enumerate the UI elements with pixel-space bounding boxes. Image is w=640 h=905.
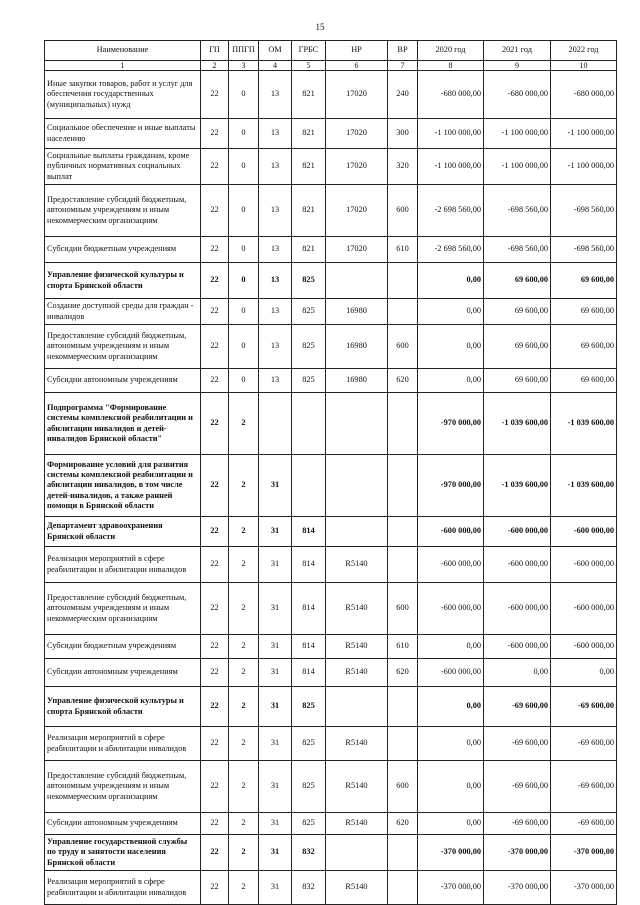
cell-2021: 69 600,00: [484, 263, 551, 299]
cell-2021: -1 100 000,00: [484, 149, 551, 185]
cell-vr: [388, 393, 418, 455]
cell-2022: -698 560,00: [551, 185, 617, 237]
column-number: 4: [259, 61, 292, 71]
cell-nr: [326, 263, 388, 299]
table-row: [45, 263, 617, 299]
header-nr: НР: [326, 41, 388, 61]
cell-grbs: 821: [292, 119, 326, 149]
header-vr: ВР: [388, 41, 418, 61]
cell-ppgp: 0: [229, 149, 259, 185]
cell-vr: [388, 687, 418, 727]
cell-grbs: 821: [292, 149, 326, 185]
cell-nr: R5140: [326, 761, 388, 813]
cell-om: 31: [259, 583, 292, 635]
cell-grbs: 825: [292, 325, 326, 369]
cell-gp: 22: [201, 237, 229, 263]
cell-ppgp: 2: [229, 727, 259, 761]
cell-name: Подпрограмма "Формирование системы комплексной реабилитации и абилитации инвалидов и детей-инвалидов Брянской области": [45, 393, 201, 455]
cell-om: 31: [259, 635, 292, 659]
table-row: [45, 119, 617, 149]
cell-om: 13: [259, 149, 292, 185]
cell-2020: -600 000,00: [418, 547, 484, 583]
cell-gp: 22: [201, 517, 229, 547]
cell-2022: -600 000,00: [551, 583, 617, 635]
cell-2022: -1 100 000,00: [551, 149, 617, 185]
cell-nr: [326, 455, 388, 517]
cell-grbs: 832: [292, 835, 326, 871]
header-name: Наименование: [45, 41, 201, 61]
cell-2020: 0,00: [418, 813, 484, 835]
cell-name: Реализация мероприятий в сфере реабилитации и абилитации инвалидов: [45, 727, 201, 761]
cell-2022: -600 000,00: [551, 517, 617, 547]
cell-name: Субсидии бюджетным учреждениям: [45, 635, 201, 659]
column-number: 5: [292, 61, 326, 71]
cell-vr: [388, 455, 418, 517]
cell-nr: 17020: [326, 149, 388, 185]
table-row: [45, 871, 617, 905]
cell-gp: 22: [201, 659, 229, 687]
cell-grbs: 825: [292, 727, 326, 761]
cell-nr: R5140: [326, 547, 388, 583]
column-number: 10: [551, 61, 617, 71]
cell-2021: -698 560,00: [484, 237, 551, 263]
cell-2020: -2 698 560,00: [418, 237, 484, 263]
cell-ppgp: 0: [229, 185, 259, 237]
cell-gp: 22: [201, 813, 229, 835]
cell-2022: 69 600,00: [551, 263, 617, 299]
cell-om: 31: [259, 761, 292, 813]
cell-vr: [388, 547, 418, 583]
cell-vr: [388, 871, 418, 905]
table-row: [45, 149, 617, 185]
cell-nr: 16980: [326, 369, 388, 393]
column-number: 2: [201, 61, 229, 71]
cell-2021: 69 600,00: [484, 325, 551, 369]
cell-om: 13: [259, 299, 292, 325]
cell-om: 13: [259, 325, 292, 369]
cell-2022: -69 600,00: [551, 727, 617, 761]
cell-name: Субсидии бюджетным учреждениям: [45, 237, 201, 263]
cell-grbs: 814: [292, 659, 326, 687]
table-row: [45, 237, 617, 263]
cell-grbs: 832: [292, 871, 326, 905]
cell-name: Реализация мероприятий в сфере реабилитации и абилитации инвалидов: [45, 871, 201, 905]
cell-nr: R5140: [326, 635, 388, 659]
table-row: [45, 455, 617, 517]
cell-vr: 600: [388, 583, 418, 635]
cell-grbs: 814: [292, 583, 326, 635]
cell-ppgp: 2: [229, 455, 259, 517]
cell-ppgp: 0: [229, 325, 259, 369]
cell-vr: [388, 727, 418, 761]
cell-ppgp: 0: [229, 263, 259, 299]
header-row: [45, 41, 617, 61]
cell-grbs: [292, 455, 326, 517]
cell-2022: -1 039 600,00: [551, 455, 617, 517]
cell-gp: 22: [201, 871, 229, 905]
cell-ppgp: 2: [229, 547, 259, 583]
cell-grbs: 814: [292, 635, 326, 659]
cell-nr: 16980: [326, 325, 388, 369]
cell-2021: -600 000,00: [484, 517, 551, 547]
cell-2021: -600 000,00: [484, 635, 551, 659]
cell-grbs: 825: [292, 687, 326, 727]
cell-2020: 0,00: [418, 325, 484, 369]
cell-gp: 22: [201, 119, 229, 149]
cell-vr: 610: [388, 237, 418, 263]
cell-2020: 0,00: [418, 727, 484, 761]
cell-2020: 0,00: [418, 635, 484, 659]
cell-vr: 600: [388, 761, 418, 813]
cell-ppgp: 2: [229, 871, 259, 905]
cell-ppgp: 2: [229, 835, 259, 871]
table-row: [45, 185, 617, 237]
column-number: 1: [45, 61, 201, 71]
cell-name: Управление физической культуры и спорта Брянской области: [45, 687, 201, 727]
cell-2022: 69 600,00: [551, 369, 617, 393]
cell-2022: -680 000,00: [551, 71, 617, 119]
cell-2021: -1 039 600,00: [484, 393, 551, 455]
cell-2020: 0,00: [418, 369, 484, 393]
header-2022: 2022 год: [551, 41, 617, 61]
cell-ppgp: 0: [229, 299, 259, 325]
cell-gp: 22: [201, 583, 229, 635]
cell-2020: -1 100 000,00: [418, 119, 484, 149]
cell-gp: 22: [201, 299, 229, 325]
cell-name: Социальные выплаты гражданам, кроме публичных нормативных социальных выплат: [45, 149, 201, 185]
cell-om: 31: [259, 517, 292, 547]
cell-name: Предоставление субсидий бюджетным, автономным учреждениям и иным некоммерческим организациям: [45, 185, 201, 237]
cell-2021: -370 000,00: [484, 871, 551, 905]
cell-ppgp: 2: [229, 813, 259, 835]
cell-2021: -600 000,00: [484, 583, 551, 635]
table-row: [45, 727, 617, 761]
cell-nr: 16980: [326, 299, 388, 325]
cell-nr: R5140: [326, 871, 388, 905]
budget-table: [44, 40, 617, 905]
cell-nr: R5140: [326, 583, 388, 635]
table-row: [45, 325, 617, 369]
table-row: [45, 583, 617, 635]
cell-gp: 22: [201, 369, 229, 393]
table-row: [45, 813, 617, 835]
cell-ppgp: 0: [229, 369, 259, 393]
cell-ppgp: 0: [229, 71, 259, 119]
cell-grbs: 825: [292, 761, 326, 813]
cell-2021: -680 000,00: [484, 71, 551, 119]
cell-name: Предоставление субсидий бюджетным, автономным учреждениям и иным некоммерческим организациям: [45, 583, 201, 635]
cell-2021: 0,00: [484, 659, 551, 687]
cell-name: Иные закупки товаров, работ и услуг для обеспечения государственных (муниципальных) нужд: [45, 71, 201, 119]
cell-2022: 69 600,00: [551, 299, 617, 325]
table-row: [45, 393, 617, 455]
cell-ppgp: 0: [229, 119, 259, 149]
cell-vr: 240: [388, 71, 418, 119]
cell-2020: 0,00: [418, 299, 484, 325]
cell-ppgp: 2: [229, 659, 259, 687]
column-number: 3: [229, 61, 259, 71]
cell-2022: -370 000,00: [551, 835, 617, 871]
column-number-row: [45, 61, 617, 71]
cell-name: Создание доступной среды для граждан - инвалидов: [45, 299, 201, 325]
table-row: [45, 835, 617, 871]
cell-2021: -698 560,00: [484, 185, 551, 237]
cell-name: Формирование условий для развития системы комплексной реабилитации и абилитации инвалидов, в том числе детей-инвалидов, а также ранней помощи в Брянской области: [45, 455, 201, 517]
cell-nr: 17020: [326, 185, 388, 237]
cell-2020: 0,00: [418, 263, 484, 299]
table-row: [45, 71, 617, 119]
cell-2022: -698 560,00: [551, 237, 617, 263]
cell-2022: -69 600,00: [551, 761, 617, 813]
cell-gp: 22: [201, 455, 229, 517]
cell-vr: 620: [388, 813, 418, 835]
cell-2022: -69 600,00: [551, 687, 617, 727]
cell-grbs: 814: [292, 517, 326, 547]
cell-grbs: 825: [292, 369, 326, 393]
cell-om: 31: [259, 813, 292, 835]
cell-ppgp: 2: [229, 687, 259, 727]
cell-gp: 22: [201, 547, 229, 583]
cell-nr: 17020: [326, 237, 388, 263]
cell-vr: 600: [388, 185, 418, 237]
cell-grbs: 821: [292, 71, 326, 119]
cell-ppgp: 2: [229, 583, 259, 635]
column-number: 6: [326, 61, 388, 71]
cell-vr: 300: [388, 119, 418, 149]
cell-2021: -370 000,00: [484, 835, 551, 871]
cell-om: 13: [259, 185, 292, 237]
cell-gp: 22: [201, 263, 229, 299]
cell-vr: [388, 517, 418, 547]
cell-om: 31: [259, 659, 292, 687]
cell-2021: -69 600,00: [484, 687, 551, 727]
cell-nr: R5140: [326, 813, 388, 835]
cell-ppgp: 2: [229, 635, 259, 659]
cell-2020: -680 000,00: [418, 71, 484, 119]
cell-gp: 22: [201, 727, 229, 761]
cell-vr: 600: [388, 325, 418, 369]
cell-2022: -600 000,00: [551, 547, 617, 583]
cell-2021: -69 600,00: [484, 727, 551, 761]
table-row: [45, 687, 617, 727]
cell-2020: -970 000,00: [418, 393, 484, 455]
cell-2020: -370 000,00: [418, 871, 484, 905]
cell-vr: 320: [388, 149, 418, 185]
cell-name: Управление государственной службы по труду и занятости населения Брянской области: [45, 835, 201, 871]
cell-ppgp: 2: [229, 393, 259, 455]
cell-ppgp: 0: [229, 237, 259, 263]
cell-name: Субсидии автономным учреждениям: [45, 369, 201, 393]
cell-2021: -1 039 600,00: [484, 455, 551, 517]
column-number: 7: [388, 61, 418, 71]
table-row: [45, 369, 617, 393]
cell-name: Реализация мероприятий в сфере реабилитации и абилитации инвалидов: [45, 547, 201, 583]
cell-nr: 17020: [326, 71, 388, 119]
table-row: [45, 635, 617, 659]
cell-gp: 22: [201, 393, 229, 455]
cell-vr: 620: [388, 369, 418, 393]
cell-2020: -600 000,00: [418, 583, 484, 635]
cell-gp: 22: [201, 149, 229, 185]
header-grbs: ГРБС: [292, 41, 326, 61]
cell-2022: 0,00: [551, 659, 617, 687]
cell-om: 13: [259, 263, 292, 299]
cell-2021: -600 000,00: [484, 547, 551, 583]
cell-om: 13: [259, 237, 292, 263]
cell-om: [259, 393, 292, 455]
column-number: 9: [484, 61, 551, 71]
cell-gp: 22: [201, 835, 229, 871]
cell-grbs: [292, 393, 326, 455]
table-row: [45, 761, 617, 813]
cell-grbs: 825: [292, 813, 326, 835]
cell-gp: 22: [201, 71, 229, 119]
cell-grbs: 814: [292, 547, 326, 583]
cell-ppgp: 2: [229, 517, 259, 547]
cell-2020: -1 100 000,00: [418, 149, 484, 185]
cell-om: 31: [259, 687, 292, 727]
header-ppgp: ППГП: [229, 41, 259, 61]
table-row: [45, 547, 617, 583]
cell-om: 31: [259, 455, 292, 517]
cell-vr: 610: [388, 635, 418, 659]
cell-name: Предоставление субсидий бюджетным, автономным учреждениям и иным некоммерческим организациям: [45, 325, 201, 369]
cell-grbs: 821: [292, 237, 326, 263]
header-2021: 2021 год: [484, 41, 551, 61]
cell-2022: -370 000,00: [551, 871, 617, 905]
cell-vr: [388, 263, 418, 299]
header-gp: ГП: [201, 41, 229, 61]
cell-2021: -69 600,00: [484, 813, 551, 835]
cell-2020: -2 698 560,00: [418, 185, 484, 237]
cell-2021: 69 600,00: [484, 369, 551, 393]
cell-2022: -69 600,00: [551, 813, 617, 835]
cell-nr: R5140: [326, 727, 388, 761]
cell-nr: [326, 517, 388, 547]
cell-name: Субсидии автономным учреждениям: [45, 659, 201, 687]
cell-om: 13: [259, 71, 292, 119]
cell-2021: -1 100 000,00: [484, 119, 551, 149]
table-row: [45, 517, 617, 547]
page-number: 15: [315, 22, 325, 32]
table-row: [45, 299, 617, 325]
table-body: [45, 71, 617, 905]
cell-2020: 0,00: [418, 687, 484, 727]
cell-om: 31: [259, 871, 292, 905]
cell-2021: 69 600,00: [484, 299, 551, 325]
cell-2022: -1 100 000,00: [551, 119, 617, 149]
cell-om: 31: [259, 547, 292, 583]
header-2020: 2020 год: [418, 41, 484, 61]
column-number: 8: [418, 61, 484, 71]
cell-2020: -600 000,00: [418, 659, 484, 687]
cell-nr: [326, 835, 388, 871]
cell-nr: [326, 393, 388, 455]
cell-grbs: 821: [292, 185, 326, 237]
cell-vr: [388, 835, 418, 871]
table-row: [45, 659, 617, 687]
cell-2020: -370 000,00: [418, 835, 484, 871]
cell-gp: 22: [201, 325, 229, 369]
cell-2021: -69 600,00: [484, 761, 551, 813]
cell-name: Управление физической культуры и спорта Брянской области: [45, 263, 201, 299]
cell-nr: 17020: [326, 119, 388, 149]
cell-gp: 22: [201, 635, 229, 659]
cell-name: Социальное обеспечение и иные выплаты населению: [45, 119, 201, 149]
cell-gp: 22: [201, 687, 229, 727]
cell-ppgp: 2: [229, 761, 259, 813]
cell-2020: 0,00: [418, 761, 484, 813]
cell-om: 13: [259, 119, 292, 149]
cell-grbs: 825: [292, 263, 326, 299]
cell-vr: 620: [388, 659, 418, 687]
cell-om: 31: [259, 835, 292, 871]
cell-nr: [326, 687, 388, 727]
cell-name: Предоставление субсидий бюджетным, автономным учреждениям и иным некоммерческим организациям: [45, 761, 201, 813]
cell-name: Субсидии автономным учреждениям: [45, 813, 201, 835]
cell-2022: 69 600,00: [551, 325, 617, 369]
cell-2022: -1 039 600,00: [551, 393, 617, 455]
cell-om: 13: [259, 369, 292, 393]
cell-nr: R5140: [326, 659, 388, 687]
cell-2020: -600 000,00: [418, 517, 484, 547]
cell-grbs: 825: [292, 299, 326, 325]
cell-2020: -970 000,00: [418, 455, 484, 517]
cell-name: Департамент здравоохранения Брянской области: [45, 517, 201, 547]
cell-2022: -600 000,00: [551, 635, 617, 659]
cell-gp: 22: [201, 761, 229, 813]
cell-vr: [388, 299, 418, 325]
cell-om: 31: [259, 727, 292, 761]
header-om: ОМ: [259, 41, 292, 61]
cell-gp: 22: [201, 185, 229, 237]
